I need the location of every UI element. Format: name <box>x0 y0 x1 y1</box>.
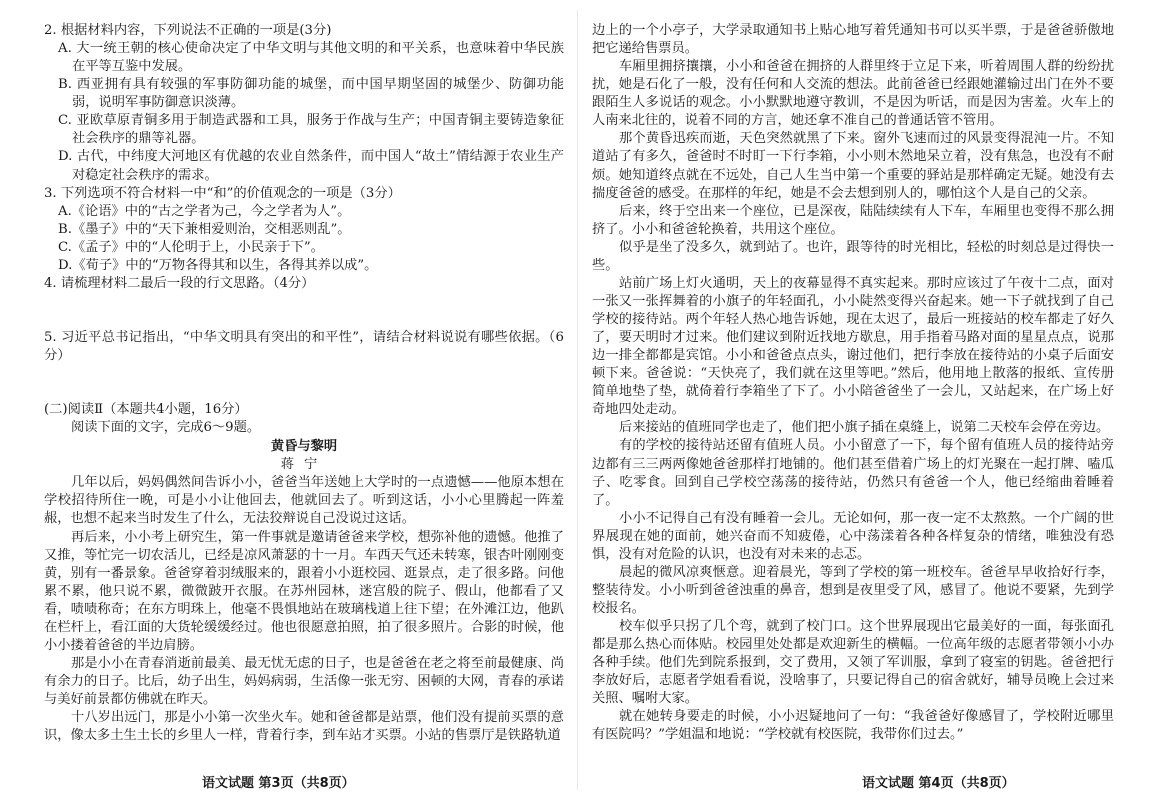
passage-author: 蒋宁 <box>280 457 328 473</box>
question-3-option-d: D.《荀子》中的“万物各得其和以生，各得其养以成”。 <box>58 257 378 273</box>
passage-paragraph: 十八岁出远门，那是小小第一次坐火车。她和爸爸都是站票，他们没有提前买票的意识，像太多土生土长的乡里人一样，背着行李，到车站才买票。小站的售票厅是铁路轨道 <box>44 710 564 744</box>
question-2-option-d: D. 古代，中纬度大河地区有优越的农业自然条件，而中国人“故土”情结源于农业生产对稳定社会秩序的需求。 <box>58 149 564 183</box>
question-4: 4. 请梳理材料二最后一段的行文思路。（4分） <box>44 275 315 291</box>
passage-paragraph: 那是小小在青春消逝前最美、最无忧无虑的日子，也是爸爸在老之将至前最健康、尚有余力的日子。比后，幼子出生，妈妈病弱，生活像一张无穷、困顿的大网，青春的承诺与美好前景都仿佛就在昨天。 <box>44 655 564 708</box>
passage-paragraph: 就在她转身要走的时候，小小迟疑地问了一句：“我爸爸好像感冒了，学校附近哪里有医院吗？”学姐温和地说：“学校就有校医院，我带你们过去。” <box>592 709 1114 743</box>
passage-paragraph: 后来接站的值班同学也走了，他们把小旗子插在桌缝上，说第二天校车会停在旁边。 <box>619 420 1110 436</box>
passage-paragraph: 再后来，小小考上研究生，第一件事就是邀请爸爸来学校，想弥补他的遗憾。他推了又推，等忙完一切农活儿，已经是凉风萧瑟的十一月。车西天气还未转寒，银杏叶刚刚变黄，别有一番景象。爸爸穿着羽绒服来的，跟着小小逛校园、逛景点，走了很多路。问他累不累，他只说不累，微微跛开衣服。在苏州园林，迷宫般的院子、假山，他都看了又看，啧啧称奇；在东方明珠上，他毫不畏惧地站在玻璃栈道上往下望；在外滩江边，他趴在栏杆上，看江面的大货轮缓缓经过。他也很愿意拍照，拍了很多照片。合影的时候，他小小搂着爸爸的半边肩膀。 <box>44 529 564 653</box>
question-3-option-a: A.《论语》中的“古之学者为己，今之学者为人”。 <box>58 203 351 219</box>
passage-paragraph: 小小不记得自己有没有睡着一会儿。无论如何，那一夜一定不太熬熬。一个广阔的世界展现在她的面前，她兴奋而不知疲倦，心中荡漾着各种各样复杂的情绪，唯独没有恐惧，没有对危险的认识，也没有对未来的忐忑。 <box>592 510 1114 562</box>
passage-paragraph: 晨起的微风凉爽惬意。迎着晨光，等到了学校的第一班校车。爸爸早早收拾好行李，整装待发。小小听到爸爸浊重的鼻音，想到是夜里受了风，感冒了。他说不要紧，先到学校报名。 <box>592 564 1114 616</box>
question-2-option-b: B. 西亚拥有具有较强的军事防御功能的城堡，而中国早期坚固的城堡少、防御功能弱，说明军事防御意识淡薄。 <box>58 77 564 111</box>
question-3-stem: 3. 下列选项不符合材料一中“和”的价值观念的一项是（3分） <box>44 185 401 201</box>
passage-title: 黄昏与黎明 <box>270 439 338 455</box>
passage-paragraph: 那个黄昏迅疾而逝，天色突然就黑了下来。窗外飞速而过的风景变得混沌一片。不知道站了有多久，爸爸时不时盯一下行李箱，小小则木然地呆立着，没有焦急，也没有不耐烦。她知道终点就在不远处，自己人生当中第一个重要的驿站是那样确定无疑。她没有去揣度爸爸的感受。在那样的年纪，她是不会去想到别人的，哪怕这个人是自己的父亲。 <box>592 131 1114 201</box>
question-5: 5. 习近平总书记指出，“中华文明具有突出的和平性”，请结合材料说说有哪些依据。（6分） <box>44 329 564 363</box>
question-2-option-a: A. 大一统王朝的核心使命决定了中华文明与其他文明的和平关系，也意味着中华民族在平等互鉴中发展。 <box>58 41 564 75</box>
answer-space <box>44 365 564 401</box>
passage-paragraph: 有的学校的接待站还留有值班人员。小小留意了一下，每个留有值班人员的接待站旁边都有三三两两像她爸爸那样打地铺的。他们甚至借着广场上的灯光聚在一起打牌、嗑瓜子、吃零食。回到自己学校空荡荡的接待站，仍然只有爸爸一个人，他已经缩曲着睡着了。 <box>592 438 1114 508</box>
passage-paragraph: 后来，终于空出来一个座位，已是深夜，陆陆续续有人下车，车厢里也变得不那么拥挤了。小小和爸爸轮换着，共用这个座位。 <box>592 203 1114 237</box>
passage-paragraph: 校车似乎只拐了几个弯，就到了校门口。这个世界展现出它最美好的一面，每张面孔都是那么热心而体贴。校园里处处都是欢迎新生的横幅。一位高年级的志愿者带领小小办各种手续。他们先到院系报到，交了费用，又领了军训服，拿到了寝室的钥匙。爸爸把行李放好后，志愿者学姐看看说，没啥事了，只要记得自己的宿舍就好，辅导员晚上会过来关照、嘱咐大家。 <box>592 619 1114 707</box>
question-3-option-c: C.《孟子》中的“人伦明于上，小民亲于下”。 <box>58 239 324 255</box>
answer-space <box>44 293 564 329</box>
page-3-column <box>44 22 564 745</box>
section-heading: (二)阅读Ⅱ（本题共4小题，16分） <box>44 402 248 418</box>
passage-paragraph: 几年以后，妈妈偶然间告诉小小，爸爸当年送她上大学时的一点遗憾——他原本想在学校招待所住一晚，可是小小让他回去，他就回去了。听到这话，小小心里腾起一阵羞赧，也想不起来当时发生了什么，无法狡辩说自己没说过这话。 <box>44 475 564 527</box>
passage-paragraph: 似乎是坐了没多久，就到站了。也许，跟等待的时光相比，轻松的时刻总是过得快一些。 <box>592 239 1114 273</box>
passage-paragraph: 边上的一个小亭子，大学录取通知书上贴心地写着凭通知书可以买半票，于是爸爸骄傲地把它递给售票员。 <box>592 23 1114 57</box>
page-4-column <box>592 22 1114 745</box>
passage-paragraph: 车厢里拥挤攘攘，小小和爸爸在拥挤的人群里终于立足下来，听着周围人群的纷纷扰扰，她是石化了一般，没有任何和人交流的想法。此前爸爸已经跟她灌输过出门在外不要跟陌生人多说话的观念。小小默默地遵守教训，不是因为听话，而是因为害羞。火车上的人南来北往的，说着不同的方言，她还拿不准自己的普通话管不管用。 <box>592 59 1114 129</box>
page-divider <box>577 10 578 790</box>
section-instruction: 阅读下面的文字，完成6～9题。 <box>71 420 261 436</box>
page-4-footer: 语文试题 第4页（共8页） <box>862 776 1015 791</box>
question-2-stem: 2. 根据材料内容，下列说法不正确的一项是(3分) <box>44 23 332 38</box>
question-3-option-b: B.《墨子》中的“天下兼相爱则治，交相恶则乱”。 <box>58 221 351 237</box>
page-3-footer: 语文试题 第3页（共8页） <box>202 776 355 791</box>
question-2-option-c: C. 亚欧草原青铜多用于制造武器和工具，服务于作战与生产；中国青铜主要铸造象征社会秩序的鼎等礼器。 <box>58 113 564 147</box>
passage-paragraph: 站前广场上灯火通明，天上的夜幕显得不真实起来。那时应该过了午夜十二点，面对一张又一张挥舞着的小旗子的年轻面孔，小小陡然变得兴奋起来。她一下子就找到了自己学校的接待站。两个年轻人热心地告诉她，现在太迟了，最后一班接站的校车都走了好久了，要天明时才过来。他们建议到附近找地方歇息，用手指着马路对面的星星点点，说那边一排全都都是宾馆。小小和爸爸点点头，谢过他们，把行李放在接待站的小桌子后面安顿下来。爸爸说：“天快亮了，我们就在这里等吧。”然后，他用地上散落的报纸、宣传册简单地垫了垫，就倚着行李箱坐了下了。小小陪爸爸坐了一会儿，又站起来，在广场上好奇地四处走动。 <box>592 275 1114 418</box>
